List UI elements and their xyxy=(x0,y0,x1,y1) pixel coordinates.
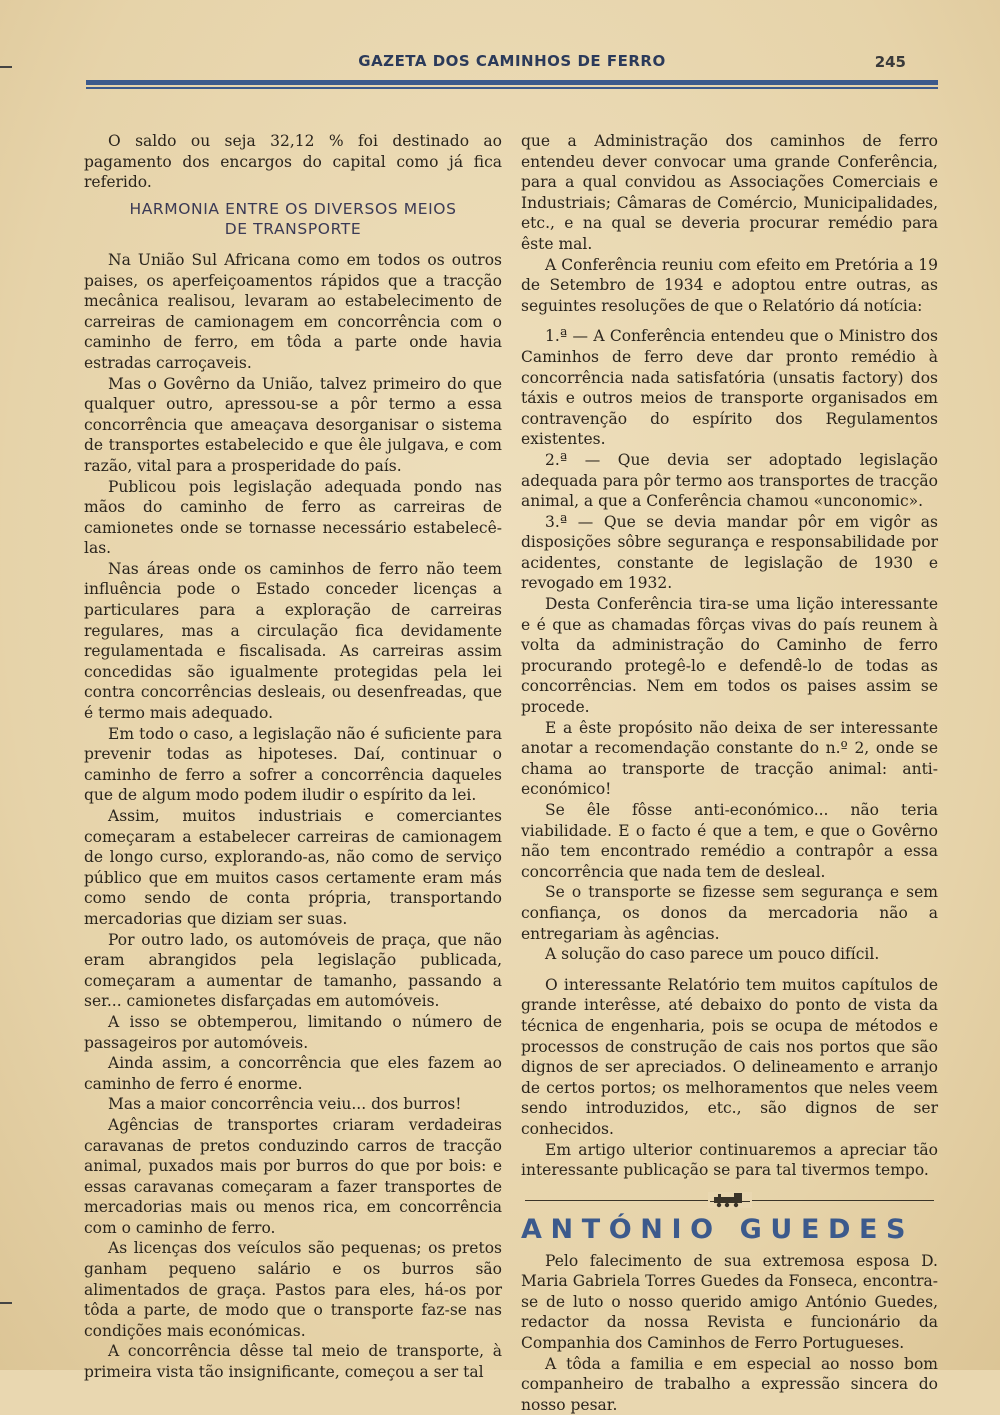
paragraph: Mas a maior concorrência veiu... dos burros! xyxy=(108,1095,462,1114)
paragraph: As licenças dos veículos são pequenas; os pretos ganham pequeno salário e os burros são alimentados de graça. Pastos para eles, há-os por tôda a parte, de modo que o transporte faz-se nas condições mais económicas. xyxy=(84,1239,502,1340)
left-column xyxy=(84,131,502,1383)
paragraph: Na União Sul Africana como em todos os outros paises, os aperfeiçoamentos rápidos que a tracção mecânica realisou, levaram ao estabelecimento de carreiras de camionagem em concorrência com o caminho de ferro, em tôda a parte onde havia estradas carroçaveis. xyxy=(84,250,502,372)
resolution-item: 1.ª — A Conferência entendeu que o Ministro dos Caminhos de ferro deve dar pronto remédio à concorrência nada satisfatória (unsatis factory) dos táxis e outros meios de transporte organisados em contravenção do espírito dos Regulamentos existentes. xyxy=(521,327,938,449)
right-column xyxy=(521,131,938,1415)
paragraph: O saldo ou seja 32,12 % foi destinado ao pagamento dos encargos do capital como já fica referido. xyxy=(84,132,502,192)
paragraph: E a êste propósito não deixa de ser interessante anotar a recomendação constante do n.º 2, onde se chama ao transporte de tracção animal: anti-económico! xyxy=(521,718,938,799)
paragraph: O interessante Relatório tem muitos capítulos de grande interêsse, até debaixo do ponto de vista da técnica de engenharia, pois se ocupa de métodos e processos de construção de cais nos portos que são dignos de ser apreciados. O delineamento e arranjo de certos portos; os melhoramentos que neles veem sendo introduzidos, etc., são dignos de ser conhecidos. xyxy=(521,975,938,1138)
paragraph: Em todo o caso, a legislação não é suficiente para prevenir todas as hipoteses. Daí, continuar o caminho de ferro a sofrer a concorrência daqueles que de algum modo podem iludir o espírito da lei. xyxy=(84,724,502,805)
publication-title: GAZETA DOS CAMINHOS DE FERRO xyxy=(358,52,666,70)
header-rule-thin xyxy=(86,87,938,89)
section-heading xyxy=(84,199,502,240)
section-heading-line: HARMONIA ENTRE OS DIVERSOS MEIOS xyxy=(129,199,457,218)
paragraph: Em artigo ulterior continuaremos a apreciar tão interessante publicação se para tal tivermos tempo. xyxy=(521,1140,938,1180)
paragraph: A Conferência reuniu com efeito em Pretória a 19 de Setembro de 1934 e adoptou entre outras, as seguintes resoluções de que o Relatório dá notícia: xyxy=(521,255,938,315)
paragraph: Se êle fôsse anti-económico... não teria viabilidade. E o facto é que a tem, e que o Govêrno não tem encontrado remédio a contrapôr a essa concorrência que nada tem de desleal. xyxy=(521,801,938,881)
page-header xyxy=(86,50,938,90)
section-heading-line: DE TRANSPORTE xyxy=(224,220,362,239)
paragraph: Se o transporte se fizesse sem segurança e sem confiança, os donos da mercadoria não a entregariam às agências. xyxy=(521,883,938,943)
obituary-title: ANTÓNIO GUEDES xyxy=(521,1213,915,1245)
paragraph: Desta Conferência tira-se uma lição interessante e é que as chamadas fôrças vivas do país reunem à volta da administração do Caminho de ferro procurando protegê-lo e defendê-lo de todas as concorrências. Nem em todos os paises assim se procede. xyxy=(521,595,938,717)
paragraph: Por outro lado, os automóveis de praça, que não eram abrangidos pela legislação publicada, começaram a aumentar de tamanho, passando a ser... camionetes disfarçadas em automóveis. xyxy=(84,930,502,1011)
paragraph: Mas o Govêrno da União, talvez primeiro do que qualquer outro, apressou-se a pôr termo a essa concorrência que ameaçava desorganisar o sistema de transportes estabelecido e que êle julgava, e com razão, vital para a prosperidade do país. xyxy=(84,374,502,475)
paragraph: Publicou pois legislação adequada pondo nas mãos do caminho de ferro as carreiras de camionetes onde se tornasse necessário estabelecê-las. xyxy=(84,477,502,558)
paragraph: A tôda a familia e em especial ao nosso bom companheiro de trabalho a expressão sincera do nosso pesar. xyxy=(521,1354,938,1414)
locomotive-icon xyxy=(708,1192,752,1208)
paragraph: que a Administração dos caminhos de ferro entendeu dever convocar uma grande Conferência, para a qual convidou as Associações Comerciais e Industriais; Câmaras de Comércio, Municipalidades, etc., e na qual se deveria procurar remédio para êste mal. xyxy=(521,132,938,253)
section-divider xyxy=(521,1191,938,1209)
paragraph: Pelo falecimento de sua extremosa esposa D. Maria Gabriela Torres Guedes da Fonseca, encontra-se de luto o nosso querido amigo António Guedes, redactor da nossa Revista e funcionário da Companhia dos Caminhos de Ferro Portugueses. xyxy=(521,1251,938,1353)
paragraph: Ainda assim, a concorrência que eles fazem ao caminho de ferro é enorme. xyxy=(84,1054,502,1093)
margin-mark xyxy=(0,66,12,68)
paragraph: Nas áreas onde os caminhos de ferro não teem influência pode o Estado conceder licenças a particulares para a exploração de carreiras regulares, mas a circulação fica devidamente regulamentada e fiscalisada. As carreiras assim concedidas são igualmente protegidas pela lei contra concorrências desleais, ou desenfreadas, que é termo mais adequado. xyxy=(84,559,502,723)
page-number: 245 xyxy=(874,53,906,71)
paragraph: Assim, muitos industriais e comerciantes começaram a estabelecer carreiras de camionagem de longo curso, explorando-as, não como de serviço público que em muitos casos certamente eram más como sendo de conta própria, transportando mercadorias que diziam ser suas. xyxy=(84,807,502,928)
paragraph: A concorrência dêsse tal meio de transporte, à primeira vista tão insignificante, começou a ser tal xyxy=(84,1342,502,1382)
header-rule-thick xyxy=(86,80,938,85)
paragraph: A isso se obtemperou, limitando o número de passageiros por automóveis. xyxy=(84,1012,502,1052)
paragraph: A solução do caso parece um pouco difícil. xyxy=(545,945,880,964)
paragraph: Agências de transportes criaram verdadeiras caravanas de pretos conduzindo carros de tracção animal, puxados mais por burros do que por bois: e essas caravanas começaram a fazer transportes de mercadorias mais ou menos rica, em concorrência com o caminho de ferro. xyxy=(84,1115,502,1237)
margin-mark xyxy=(0,1302,12,1304)
resolution-item: 3.ª — Que se devia mandar pôr em vigôr as disposições sôbre segurança e responsabilidade por acidentes, constante de legislação de 1930 e revogado em 1932. xyxy=(521,512,938,593)
resolution-item: 2.ª — Que devia ser adoptado legislação adequada para pôr termo aos transportes de tracção animal, a que a Conferência chamou «unconomic». xyxy=(521,450,938,511)
